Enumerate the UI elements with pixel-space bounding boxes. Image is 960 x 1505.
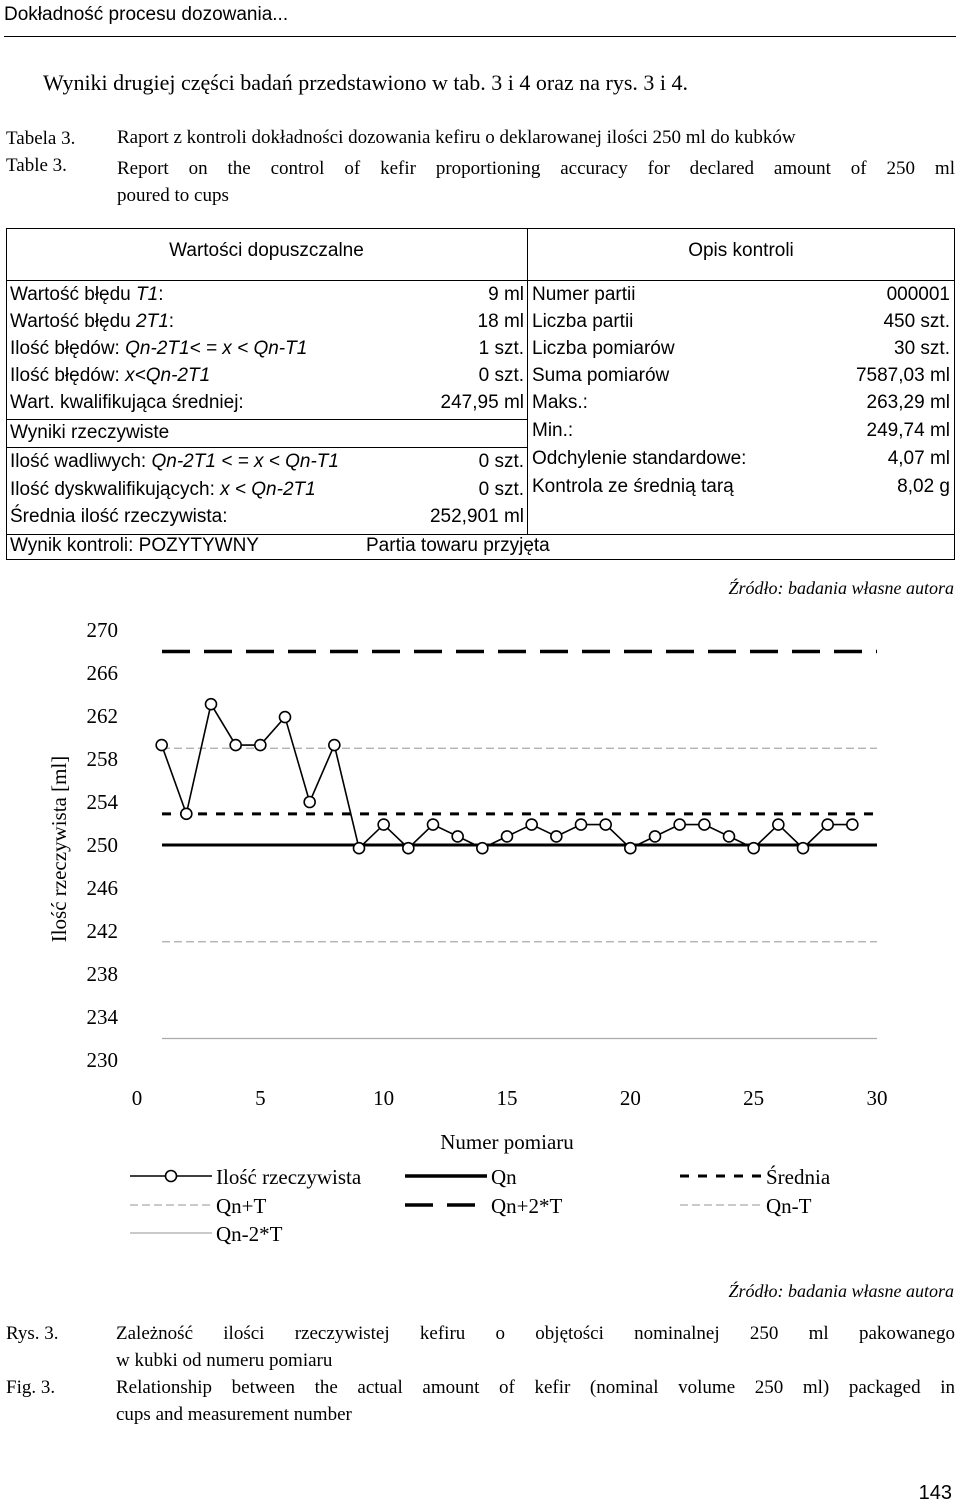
data-point <box>502 831 513 842</box>
desc-label-2: Liczba pomiarów <box>532 338 675 359</box>
y-tick-label: 234 <box>86 1005 118 1029</box>
y-tick-label: 262 <box>86 704 118 728</box>
table-column-rule <box>527 228 528 535</box>
data-point <box>847 819 858 830</box>
legend-label: Średnia <box>766 1165 831 1189</box>
page-number: 143 <box>918 1482 952 1504</box>
legend-marker <box>166 1171 177 1182</box>
figure-caption-label-en: Fig. 3. <box>6 1377 56 1398</box>
intro-paragraph: Wyniki drugiej części badań przedstawiono w tab. 3 i 4 oraz na rys. 3 i 4. <box>43 70 689 95</box>
figure-caption-text-pl-1: Zależność ilości rzeczywistej kefiru o objętości nominalnej 250 ml pakowanego <box>116 1323 955 1344</box>
table-head-description: Opis kontroli <box>688 240 794 261</box>
data-point <box>304 797 315 808</box>
allowed-value-4: 247,95 ml <box>440 392 524 413</box>
figure-caption-text-en-2: cups and measurement number <box>116 1404 352 1425</box>
actual-value-0: 0 szt. <box>478 451 524 472</box>
data-point <box>378 819 389 830</box>
x-tick-label: 25 <box>743 1086 765 1110</box>
series-line <box>162 704 853 848</box>
allowed-label-1: Wartość błędu 2T1: <box>10 311 175 332</box>
actual-label-0: Ilość wadliwych: Qn-2T1 < = x < Qn-T1 <box>10 451 339 472</box>
data-point <box>403 843 414 854</box>
data-point <box>674 819 685 830</box>
data-point <box>724 831 735 842</box>
control-result: Wynik kontroli: POZYTYWNY <box>10 535 259 556</box>
y-tick-labels <box>87 618 119 1072</box>
allowed-label-2: Ilość błędów: Qn-2T1< = x < Qn-T1 <box>10 338 308 359</box>
desc-label-6: Odchylenie standardowe: <box>532 448 747 469</box>
allowed-label-3: Ilość błędów: x<Qn-2T1 <box>10 365 211 386</box>
allowed-value-2: 1 szt. <box>478 338 524 359</box>
measurement-chart <box>0 600 960 1260</box>
actual-label-1: Ilość dyskwalifikujących: x < Qn-2T1 <box>10 479 316 500</box>
desc-value-0: 000001 <box>886 284 950 305</box>
figure-caption-text-en-1: Relationship between the actual amount of kefir (nominal volume 250 ml) packaged in <box>116 1377 955 1398</box>
data-point <box>699 819 710 830</box>
desc-value-6: 4,07 ml <box>887 448 950 469</box>
legend-label: Qn-T <box>766 1194 812 1218</box>
measurement-series <box>156 699 858 854</box>
y-axis-label: Ilość rzeczywista [ml] <box>47 755 71 943</box>
desc-value-1: 450 szt. <box>883 311 950 332</box>
actual-results-header: Wyniki rzeczywiste <box>10 422 170 443</box>
data-point <box>600 819 611 830</box>
desc-label-3: Suma pomiarów <box>532 365 670 386</box>
y-tick-label: 246 <box>86 876 118 900</box>
data-point <box>551 831 562 842</box>
desc-label-7: Kontrola ze średnią tarą <box>532 476 734 497</box>
allowed-label-0: Wartość błędu T1: <box>10 284 164 305</box>
data-point <box>526 819 537 830</box>
x-tick-label: 30 <box>866 1086 888 1110</box>
data-point <box>822 819 833 830</box>
data-point <box>452 831 463 842</box>
desc-value-2: 30 szt. <box>894 338 950 359</box>
actual-value-2: 252,901 ml <box>429 506 524 527</box>
table-rule-2 <box>6 447 527 448</box>
data-point <box>798 843 809 854</box>
x-tick-label: 15 <box>496 1086 518 1110</box>
allowed-label-4: Wart. kwalifikująca średniej: <box>10 392 244 413</box>
data-point <box>650 831 661 842</box>
x-axis-label: Numer pomiaru <box>440 1130 574 1154</box>
allowed-value-3: 0 szt. <box>478 365 524 386</box>
desc-label-1: Liczba partii <box>532 311 634 332</box>
y-tick-label: 250 <box>86 833 118 857</box>
y-tick-label: 238 <box>86 962 118 986</box>
x-tick-label: 10 <box>373 1086 395 1110</box>
data-point <box>477 843 488 854</box>
y-tick-label: 242 <box>86 919 118 943</box>
data-point <box>354 843 365 854</box>
data-point <box>156 740 167 751</box>
desc-value-5: 249,74 ml <box>866 420 950 441</box>
table-head-allowed: Wartości dopuszczalne <box>169 240 364 261</box>
header-rule <box>4 36 956 37</box>
data-point <box>255 740 266 751</box>
y-tick-label: 266 <box>86 661 118 685</box>
data-point <box>773 819 784 830</box>
actual-value-1: 0 szt. <box>478 479 524 500</box>
data-point <box>181 808 192 819</box>
data-point <box>748 843 759 854</box>
figure-source: Źródło: badania własne autora <box>728 1281 954 1301</box>
data-point <box>329 740 340 751</box>
legend-label: Qn+T <box>216 1194 267 1218</box>
desc-label-0: Numer partii <box>532 284 636 305</box>
x-tick-label: 20 <box>619 1086 641 1110</box>
desc-value-7: 8,02 g <box>897 476 950 497</box>
desc-label-5: Min.: <box>532 420 574 441</box>
allowed-value-1: 18 ml <box>477 311 524 332</box>
allowed-value-0: 9 ml <box>488 284 524 305</box>
figure-caption-text-pl-2: w kubki od numeru pomiaru <box>116 1350 333 1371</box>
legend-label: Qn+2*T <box>491 1194 563 1218</box>
data-point <box>280 712 291 723</box>
data-point <box>625 843 636 854</box>
table-rule-1 <box>6 419 527 420</box>
y-tick-label: 254 <box>86 790 118 814</box>
data-point <box>576 819 587 830</box>
desc-label-4: Maks.: <box>532 392 588 413</box>
y-tick-label: 258 <box>86 747 118 771</box>
reference-lines <box>162 652 877 1039</box>
desc-value-3: 7587,03 ml <box>855 365 950 386</box>
actual-label-2: Średnia ilość rzeczywista: <box>10 506 228 527</box>
table-caption-text-en-1: Report on the control of kefir proportioning accuracy for declared amount of 250 ml <box>117 158 955 179</box>
table-caption-label-en: Table 3. <box>6 155 67 176</box>
chart-legend <box>130 1165 831 1246</box>
desc-value-4: 263,29 ml <box>866 392 950 413</box>
legend-label: Qn-2*T <box>216 1222 283 1246</box>
legend-label: Qn <box>491 1165 517 1189</box>
table-caption-text-en-2: poured to cups <box>117 185 229 206</box>
table-caption-text-pl: Raport z kontroli dokładności dozowania kefiru o deklarowanej ilości 250 ml do kubków <box>117 127 796 148</box>
batch-status: Partia towaru przyjęta <box>366 535 550 556</box>
y-tick-label: 270 <box>86 618 118 642</box>
x-tick-label: 0 <box>131 1086 143 1110</box>
data-point <box>428 819 439 830</box>
table-source: Źródło: badania własne autora <box>728 578 954 598</box>
data-point <box>206 699 217 710</box>
figure-caption-label-pl: Rys. 3. <box>6 1323 59 1344</box>
y-tick-label: 230 <box>86 1048 118 1072</box>
x-tick-label: 5 <box>255 1086 266 1110</box>
running-header: Dokładność procesu dozowania... <box>4 4 289 25</box>
data-point <box>230 740 241 751</box>
table-caption-label-pl: Tabela 3. <box>6 128 76 149</box>
legend-label: Ilość rzeczywista <box>216 1165 362 1189</box>
x-tick-labels <box>132 1086 888 1110</box>
table-header-rule <box>6 280 955 281</box>
